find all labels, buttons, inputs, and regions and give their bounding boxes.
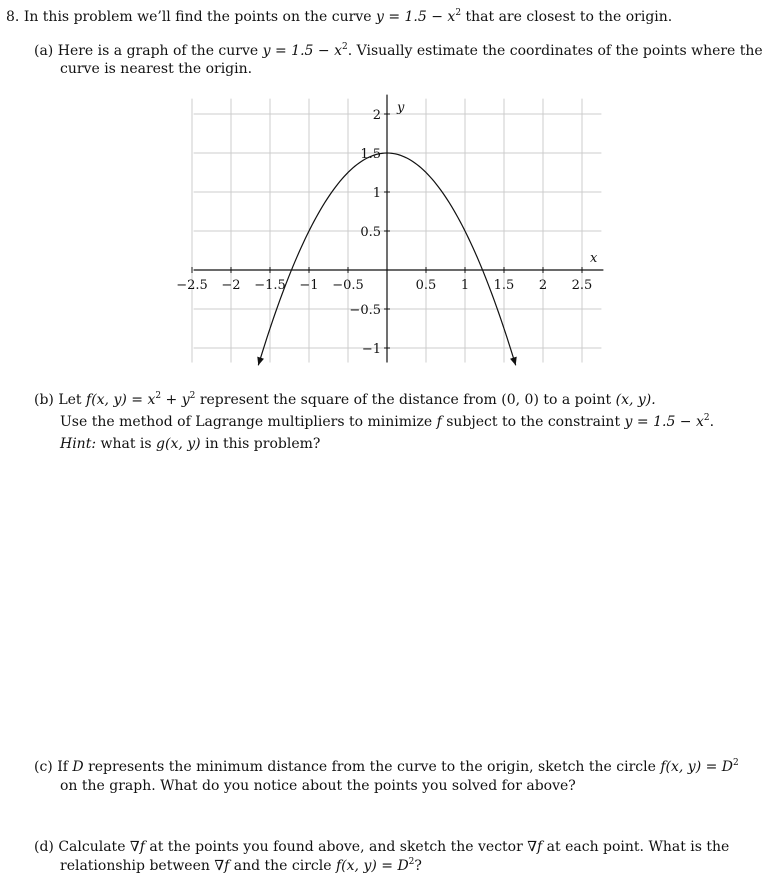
curve-arrow-right <box>510 357 517 366</box>
x-tick-label: 1 <box>460 278 470 293</box>
y-tick-label: 1 <box>372 186 381 201</box>
curve-arrow-left <box>257 357 264 366</box>
x-axis-label: x <box>590 251 598 266</box>
part-a-line2: curve is nearest the origin. <box>60 61 253 77</box>
x-tick-label: −2.5 <box>176 278 208 293</box>
x-tick-label: −2 <box>221 278 241 293</box>
y-tick-label: −1 <box>361 342 381 357</box>
problem-number: 8. <box>6 9 20 25</box>
y-tick-label: −0.5 <box>349 303 381 318</box>
parabola-graph <box>0 80 721 380</box>
part-b-label: (b) <box>34 392 54 408</box>
x-tick-label: 0.5 <box>415 278 437 293</box>
part-a-label: (a) <box>34 43 54 59</box>
y-tick-label: 0.5 <box>360 225 381 240</box>
part-d-line1: (d) Calculate ∇f at the points you found above, and sketch the vector ∇f at each point. What is the <box>34 839 730 855</box>
part-b-line1: (b) Let f(x, $y) = x^2 + y^2$ represent the square of the distance from (0, 0) to a point (x, y). <box>34 391 656 408</box>
y-tick-label: 2 <box>372 108 381 123</box>
part-c-line2: on the graph. What do you notice about the points you solved for above? <box>60 778 576 794</box>
part-a-line1: (a) Here is a graph of the curve $y = 1.5 - x^2$. Visually estimate the coordinates of the points where the <box>34 42 763 59</box>
x-tick-label: −1 <box>299 278 319 293</box>
problem-statement: 8. In this problem we’ll find the points on the curve $y = 1.5 - x^2$ that are closest to the origin. <box>6 8 673 25</box>
part-d-line2: relationship between ∇f and the circle f(x, $y) = D^2$? <box>60 857 422 874</box>
part-b-hint: Hint: what is g(x, y) in this problem? <box>60 436 321 452</box>
x-tick-label: 2 <box>538 278 548 293</box>
part-d-label: (d) <box>34 839 54 855</box>
part-c-label: (c) <box>34 759 53 775</box>
part-c-line1: (c) If D represents the minimum distance from the curve to the origin, sketch the circle f(x, $y) = D^2$ <box>34 758 739 775</box>
part-b-line2: Use the method of Lagrange multipliers to minimize f subject to the constraint $y = 1.5 - x^2$. <box>60 413 715 430</box>
x-tick-label: 2.5 <box>571 278 593 293</box>
x-tick-label: −0.5 <box>332 278 364 293</box>
y-axis-label: y <box>397 100 405 116</box>
x-tick-label: 1.5 <box>493 278 515 293</box>
y-tick-label: 1.5 <box>360 147 381 162</box>
x-tick-label: −1.5 <box>254 278 286 293</box>
